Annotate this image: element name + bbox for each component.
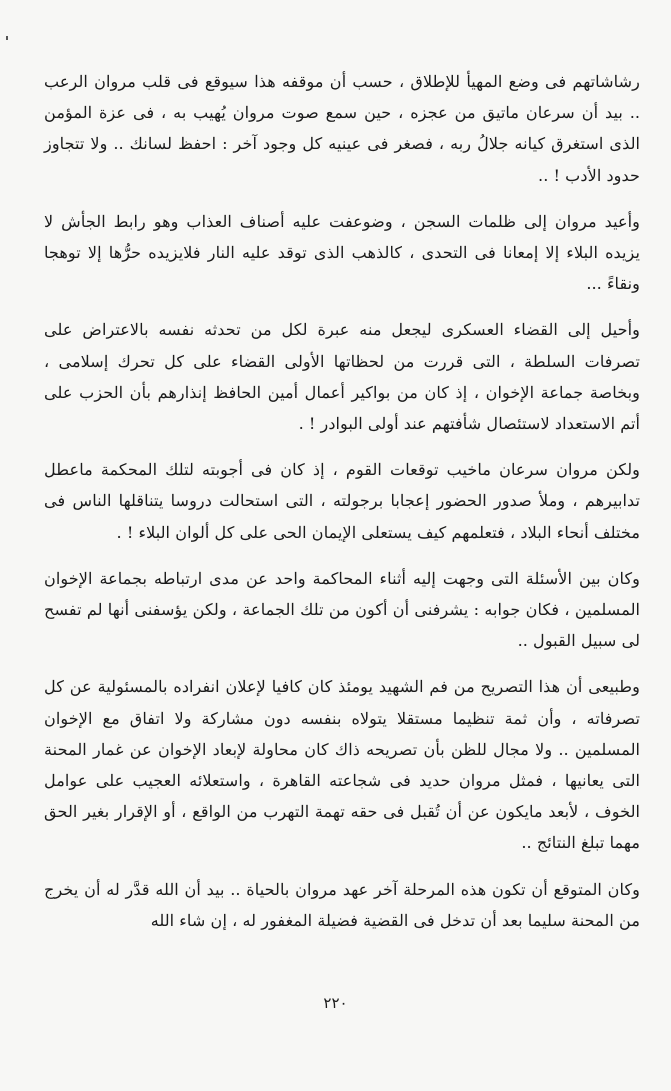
page-number: ٢٢٠ [323, 994, 348, 1012]
body-text [44, 66, 640, 951]
paragraph-1: رشاشاتهم فى وضع المهيأ للإطلاق ، حسب أن موقفه هذا سيوقع فى قلب مروان الرعب .. بيد أن سرعان ماتيق من عجزه ، حين سمع صوت مروان يُهيب به ، فى عزة المؤمن الذى استغرق كيانه جلالُ ربه ، فصغر فى عينيه كل وجود آخر : احفظ لسانك .. ولا تتجاوز حدود الأدب ! .. [44, 72, 640, 185]
paragraph-3: وأحيل إلى القضاء العسكرى ليجعل منه عبرة لكل من تحدثه نفسه بالاعتراض على تصرفات السلطة ، التى قررت من لحظاتها الأولى القضاء على كل تحرك إسلامى ، وبخاصة جماعة الإخوان ، إذ كان من بواكير أعمال أمين الحافظ إنذارهم بأن الحزب على أتم الاستعداد لاستئصال شأفتهم عند أولى البوادر ! . [44, 320, 640, 434]
scan-edge-mark [6, 36, 8, 40]
paragraph-2: وأعيد مروان إلى ظلمات السجن ، وضوعفت عليه أصناف العذاب وهو رابط الجأش لا يزيده البلاء إلا إمعانا فى التحدى ، كالذهب الذى توقد عليه النار فلايزيده حرُّها إلا توهجا ونقاءً ... [44, 211, 640, 294]
paragraph-5: وكان بين الأسئلة التى وجهت إليه أثناء المحاكمة واحد عن مدى ارتباطه بجماعة الإخوان المسلمين ، فكان جوابه : يشرفنى أن أكون من تلك الجماعة ، ولكن يؤسفنى أنها لم تفسح لى سبيل القبول .. [44, 568, 640, 651]
paragraph-4: ولكن مروان سرعان ماخيب توقعات القوم ، إذ كان فى أجوبته لتلك المحكمة ماعطل تدابيرهم ، وملأ صدور الحضور إعجابا برجولته ، التى استحالت دروسا يتناقلها الناس فى مختلف أنحاء البلاد ، فتعلمهم كيف يستعلى الإيمان الحى على كل ألوان البلاء ! . [44, 460, 640, 542]
paragraph-7: وكان المتوقع أن تكون هذه المرحلة آخر عهد مروان بالحياة .. بيد أن الله قدَّر له أن يخرج من المحنة سليما بعد أن تدخل فى القضية فضيلة المغفور له ، إن شاء الله [44, 879, 640, 930]
paragraph-6: وطبيعى أن هذا التصريح من فم الشهيد يومئذ كان كافيا لإعلان انفراده بالمسئولية عن كل تصرفاته ، وأن ثمة تنظيما مستقلا يتولاه بنفسه دون مشاركة ولا اتفاق مع الإخوان المسلمين .. ولا مجال للظن بأن تصريحه ذاك كان محاولة لإبعاد الإخوان عن غمار المحنة التى يعانيها ، فمثل مروان حديد فى شجاعته القاهرة ، واستعلائه العجيب على عوامل الخوف ، لأبعد مايكون عن أن تُقبل فى حقه تهمة التهرب من الواقع ، أو الإقرار بغير الحق مهما تبلغ النتائج .. [44, 677, 640, 853]
